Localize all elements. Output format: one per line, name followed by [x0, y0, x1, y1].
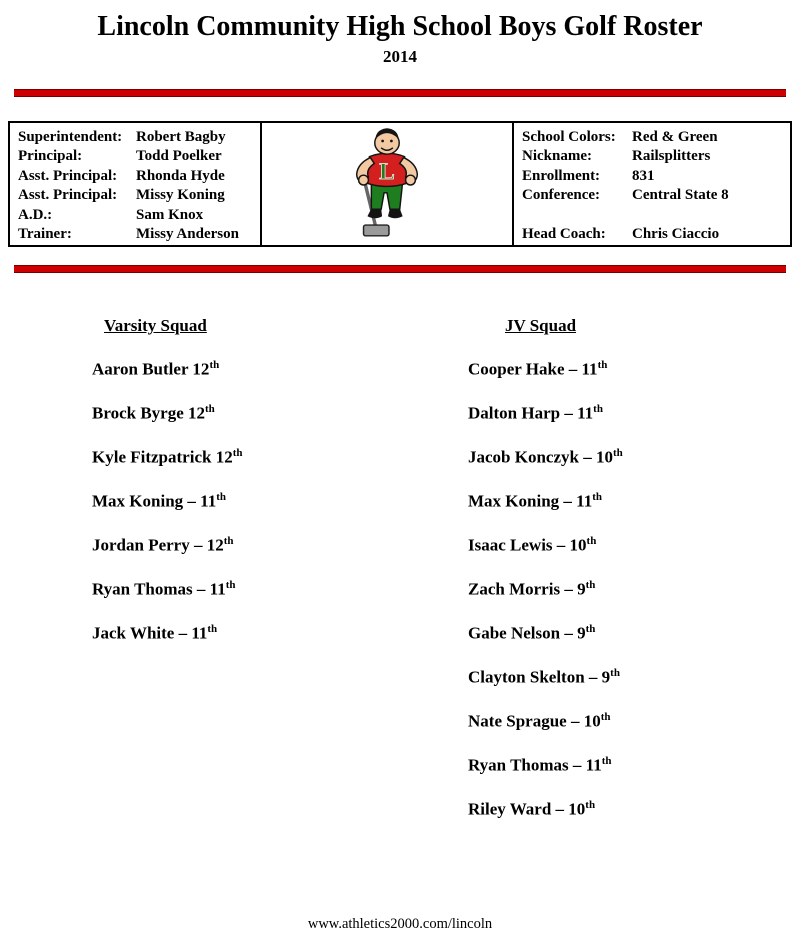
player-name: Dalton Harp – 11	[468, 403, 594, 423]
player-row	[468, 359, 623, 403]
grade-superscript: th	[205, 403, 215, 415]
grade-superscript: th	[601, 755, 612, 767]
school-info-table	[8, 121, 792, 247]
grade-superscript: th	[597, 359, 608, 371]
staff-row	[18, 225, 252, 245]
player-row	[92, 447, 242, 491]
staff-row	[18, 128, 252, 148]
school-fact-label: Conference:	[522, 187, 601, 204]
player-name: Max Koning – 11	[92, 491, 217, 511]
mascot-cell	[262, 123, 514, 245]
player-name: Nate Sprague – 10	[468, 711, 601, 731]
grade-superscript: th	[216, 491, 226, 503]
school-fact-label: School Colors:	[522, 128, 616, 145]
player-name: Gabe Nelson – 9	[468, 623, 586, 643]
player-name: Ryan Thomas – 11	[92, 579, 226, 599]
grade-superscript: th	[209, 359, 220, 371]
player-row	[468, 579, 623, 623]
player-row	[468, 799, 623, 843]
school-fact-value: 831	[632, 167, 655, 184]
staff-value: Missy Anderson	[136, 226, 239, 243]
grade-superscript: th	[585, 579, 596, 591]
grade-superscript: th	[223, 535, 234, 547]
jv-squad-title: JV Squad	[505, 316, 577, 335]
staff-list	[10, 123, 262, 245]
school-fact-value: Red & Green	[632, 128, 718, 145]
staff-label: Trainer:	[18, 226, 72, 243]
school-fact-row	[522, 128, 782, 148]
player-name: Isaac Lewis – 10	[468, 535, 587, 555]
jv-squad-column	[468, 316, 623, 843]
page-title: Lincoln Community High School Boys Golf Roster	[97, 11, 703, 42]
school-fact-row	[522, 147, 782, 167]
year-subtitle: 2014	[383, 46, 417, 66]
grade-superscript: th	[593, 403, 603, 415]
staff-value: Todd Poelker	[136, 148, 222, 165]
varsity-squad-title: Varsity Squad	[104, 316, 207, 335]
grade-superscript: th	[610, 667, 620, 679]
player-name: Riley Ward – 10	[468, 799, 586, 819]
school-fact-row	[522, 167, 782, 187]
grade-superscript: th	[585, 799, 596, 811]
player-row	[92, 535, 242, 579]
school-fact-row	[522, 186, 782, 206]
player-name: Jacob Konczyk – 10	[468, 447, 613, 467]
player-row	[92, 491, 242, 535]
school-fact-value: Central State 8	[632, 187, 729, 204]
player-name: Kyle Fitzpatrick 12	[92, 447, 233, 467]
player-name: Ryan Thomas – 11	[468, 755, 602, 775]
varsity-squad-column	[92, 316, 242, 667]
player-row	[468, 623, 623, 667]
player-row	[468, 667, 623, 711]
staff-label: Asst. Principal:	[18, 187, 118, 204]
school-fact-label: Enrollment:	[522, 167, 601, 184]
grade-superscript: th	[612, 447, 623, 459]
player-row	[92, 403, 242, 447]
school-facts	[514, 123, 790, 245]
staff-label: A.D.:	[18, 206, 53, 223]
staff-label: Asst. Principal:	[18, 167, 118, 184]
head-coach-row	[522, 225, 782, 245]
player-row	[468, 755, 623, 799]
player-name: Clayton Skelton – 9	[468, 667, 611, 687]
school-fact-value: Railsplitters	[632, 148, 711, 165]
player-name: Max Koning – 11	[468, 491, 593, 511]
player-row	[92, 623, 242, 667]
player-row	[468, 491, 623, 535]
school-fact-label: Nickname:	[522, 148, 592, 165]
grade-superscript: th	[600, 711, 611, 723]
grade-superscript: th	[207, 623, 218, 635]
grade-superscript: th	[586, 535, 597, 547]
player-row	[92, 359, 242, 403]
grade-superscript: th	[232, 447, 243, 459]
player-row	[468, 447, 623, 491]
player-name: Jordan Perry – 12	[92, 535, 224, 555]
staff-value: Robert Bagby	[136, 128, 226, 145]
staff-value: Sam Knox	[136, 206, 204, 223]
player-name: Aaron Butler 12	[92, 359, 210, 379]
player-row	[92, 579, 242, 623]
player-name: Zach Morris – 9	[468, 579, 586, 599]
player-row	[468, 535, 623, 579]
player-row	[468, 403, 623, 447]
player-name: Jack White – 11	[92, 623, 208, 643]
railsplitter-mascot-logo	[343, 125, 431, 243]
staff-row	[18, 167, 252, 187]
player-name: Brock Byrge 12	[92, 403, 206, 423]
staff-value: Rhonda Hyde	[136, 167, 225, 184]
staff-label: Superintendent:	[18, 128, 123, 145]
staff-value: Missy Koning	[136, 187, 225, 204]
head-coach-value: Chris Ciaccio	[632, 225, 720, 242]
grade-superscript: th	[225, 579, 236, 591]
divider-rule-bottom	[14, 265, 786, 273]
player-name: Cooper Hake – 11	[468, 359, 598, 379]
grade-superscript: th	[585, 623, 596, 635]
player-row	[468, 711, 623, 755]
staff-row	[18, 206, 252, 226]
head-coach-label: Head Coach:	[522, 225, 606, 242]
staff-row	[18, 147, 252, 167]
staff-row	[18, 186, 252, 206]
mascot-letter: L	[379, 158, 395, 185]
footer-url: www.athletics2000.com/lincoln	[307, 916, 493, 932]
divider-rule-top	[14, 89, 786, 97]
staff-label: Principal:	[18, 148, 83, 165]
grade-superscript: th	[592, 491, 602, 503]
